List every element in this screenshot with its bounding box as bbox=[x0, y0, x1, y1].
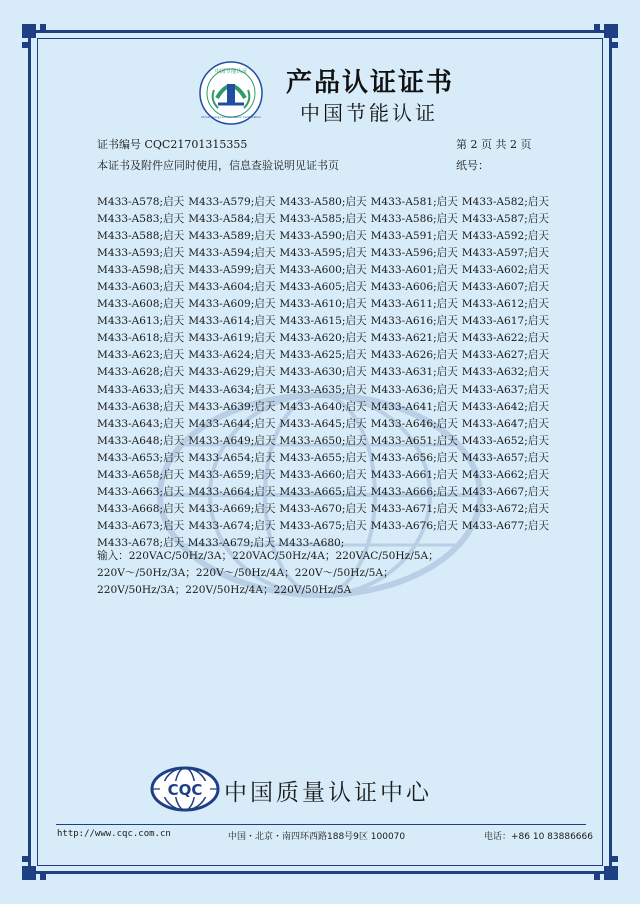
model-entry: M433-A658;启天 bbox=[97, 468, 185, 481]
cqc-logo-text: CQC bbox=[167, 781, 203, 799]
model-entry: M433-A624;启天 bbox=[188, 349, 276, 362]
model-entry: M433-A607;启天 bbox=[461, 281, 550, 294]
model-entry: M433-A647;启天 bbox=[461, 417, 550, 430]
model-entry: M433-A634;启天 bbox=[188, 383, 276, 396]
model-entry: M433-A654;启天 bbox=[188, 451, 276, 464]
model-entry: M433-A596;启天 bbox=[370, 247, 458, 260]
model-entry: M433-A656;启天 bbox=[370, 451, 458, 464]
model-entry: M433-A652;启天 bbox=[461, 434, 550, 447]
model-entry: M433-A611;启天 bbox=[370, 298, 458, 311]
model-entry: M433-A592;启天 bbox=[461, 230, 550, 243]
model-list-row bbox=[97, 433, 557, 450]
model-entry: M433-A657;启天 bbox=[461, 451, 550, 464]
model-list-row bbox=[97, 484, 557, 501]
model-list-row bbox=[97, 330, 557, 347]
footer-url: http://www.cqc.com.cn bbox=[57, 829, 171, 839]
model-entry: M433-A655;启天 bbox=[279, 451, 367, 464]
model-entry: M433-A633;启天 bbox=[97, 383, 185, 396]
model-entry: M433-A650;启天 bbox=[279, 434, 367, 447]
model-entry: M433-A660;启天 bbox=[279, 468, 367, 481]
model-list-row bbox=[97, 347, 557, 364]
model-entry: M433-A616;启天 bbox=[370, 315, 458, 328]
model-entry: M433-A628;启天 bbox=[97, 366, 185, 379]
model-entry: M433-A644;启天 bbox=[188, 417, 276, 430]
model-list-row bbox=[97, 501, 557, 518]
model-entry: M433-A649;启天 bbox=[188, 434, 276, 447]
sheet-number-label: 纸号： bbox=[456, 159, 489, 172]
logo-text: 中国节能认证 bbox=[214, 69, 248, 75]
model-entry: M433-A609;启天 bbox=[188, 298, 276, 311]
model-entry: M433-A603;启天 bbox=[97, 281, 185, 294]
model-entry: M433-A586;启天 bbox=[370, 213, 458, 226]
model-entry: M433-A668;启天 bbox=[97, 502, 185, 515]
model-entry: M433-A615;启天 bbox=[279, 315, 367, 328]
model-entry: M433-A664;启天 bbox=[188, 485, 276, 498]
model-entry: M433-A594;启天 bbox=[188, 247, 276, 260]
model-entry: M433-A608;启天 bbox=[97, 298, 185, 311]
model-entry: M433-A581;启天 bbox=[370, 196, 458, 208]
model-list-row bbox=[97, 279, 557, 296]
model-entry: M433-A675;启天 bbox=[279, 519, 367, 532]
model-entry: M433-A595;启天 bbox=[279, 247, 367, 260]
model-list-row bbox=[97, 296, 557, 313]
model-entry: M433-A583;启天 bbox=[97, 213, 185, 226]
model-list-row bbox=[97, 450, 557, 467]
model-entry: M433-A659;启天 bbox=[188, 468, 276, 481]
model-entry: M433-A645;启天 bbox=[279, 417, 367, 430]
page-indicator: 第 2 页 共 2 页 bbox=[456, 138, 532, 151]
model-entry: M433-A601;启天 bbox=[370, 264, 458, 277]
model-entry: M433-A587;启天 bbox=[461, 213, 550, 226]
model-entry: M433-A589;启天 bbox=[188, 230, 276, 243]
model-entry: M433-A635;启天 bbox=[279, 383, 367, 396]
model-entry: M433-A613;启天 bbox=[97, 315, 185, 328]
model-entry: M433-A593;启天 bbox=[97, 247, 185, 260]
model-entry: M433-A617;启天 bbox=[461, 315, 550, 328]
model-entry: M433-A629;启天 bbox=[188, 366, 276, 379]
model-entry: M433-A599;启天 bbox=[188, 264, 276, 277]
organization-name: 中国质量认证中心 bbox=[224, 780, 432, 806]
model-entry: M433-A638;启天 bbox=[97, 400, 185, 413]
model-entry: M433-A662;启天 bbox=[461, 468, 550, 481]
model-list-row bbox=[97, 211, 557, 228]
model-entry: M433-A614;启天 bbox=[188, 315, 276, 328]
model-entry: M433-A612;启天 bbox=[461, 298, 550, 311]
footer-phone: 电话：+86 10 83886666 bbox=[484, 832, 593, 842]
model-entry: M433-A600;启天 bbox=[279, 264, 367, 277]
model-entry: M433-A585;启天 bbox=[279, 213, 367, 226]
model-list bbox=[97, 194, 557, 552]
model-entry: M433-A671;启天 bbox=[370, 502, 458, 515]
model-entry: M433-A606;启天 bbox=[370, 281, 458, 294]
model-entry: M433-A591;启天 bbox=[370, 230, 458, 243]
input-rating-line: 220V/50Hz/3A；220V/50Hz/4A；220V/50Hz/5A bbox=[97, 584, 352, 597]
model-entry: M433-A648;启天 bbox=[97, 434, 185, 447]
input-rating-line: 输入：220VAC/50Hz/3A；220VAC/50Hz/4A；220VAC/50Hz/5A； bbox=[97, 550, 439, 562]
model-entry: M433-A619;启天 bbox=[188, 332, 276, 345]
model-entry: M433-A622;启天 bbox=[461, 332, 550, 345]
model-entry: M433-A605;启天 bbox=[279, 281, 367, 294]
model-entry: M433-A578;启天 bbox=[97, 196, 185, 208]
model-entry: M433-A640;启天 bbox=[279, 400, 367, 413]
model-list-row bbox=[97, 416, 557, 433]
model-entry: M433-A620;启天 bbox=[279, 332, 367, 345]
model-entry: M433-A669;启天 bbox=[188, 502, 276, 515]
model-entry: M433-A666;启天 bbox=[370, 485, 458, 498]
model-list-last-line: M433-A678;启天 M433-A679;启天 M433-A680; bbox=[97, 536, 345, 549]
model-list-row bbox=[97, 262, 557, 279]
footer-address: 中国・北京・南四环西路188号9区 100070 bbox=[228, 832, 406, 842]
model-entry: M433-A582;启天 bbox=[461, 196, 550, 208]
model-entry: M433-A643;启天 bbox=[97, 417, 185, 430]
certificate-title: 产品认证证书 bbox=[286, 68, 455, 98]
model-entry: M433-A584;启天 bbox=[188, 213, 276, 226]
usage-notice: 本证书及附件应同时使用，信息查验说明见证书页 bbox=[97, 159, 339, 172]
model-entry: M433-A641;启天 bbox=[370, 400, 458, 413]
model-list-row bbox=[97, 313, 557, 330]
cqc-logo-icon bbox=[150, 766, 220, 812]
certificate-number: 证书编号 CQC21701315355 bbox=[97, 138, 248, 151]
model-entry: M433-A663;启天 bbox=[97, 485, 185, 498]
model-entry: M433-A604;启天 bbox=[188, 281, 276, 294]
model-entry: M433-A670;启天 bbox=[279, 502, 367, 515]
model-list-row bbox=[97, 382, 557, 399]
model-entry: M433-A630;启天 bbox=[279, 366, 367, 379]
model-entry: M433-A642;启天 bbox=[461, 400, 550, 413]
model-entry: M433-A579;启天 bbox=[188, 196, 276, 208]
model-list-row bbox=[97, 245, 557, 262]
model-list-row bbox=[97, 467, 557, 484]
energy-conservation-logo-icon bbox=[198, 60, 264, 126]
model-list-row bbox=[97, 518, 557, 535]
model-entry: M433-A667;启天 bbox=[461, 485, 550, 498]
model-entry: M433-A651;启天 bbox=[370, 434, 458, 447]
model-entry: M433-A673;启天 bbox=[97, 519, 185, 532]
input-rating-line: 220V～/50Hz/3A；220V～/50Hz/4A；220V～/50Hz/5A； bbox=[97, 567, 394, 580]
model-entry: M433-A672;启天 bbox=[461, 502, 550, 515]
model-entry: M433-A598;启天 bbox=[97, 264, 185, 277]
model-entry: M433-A636;启天 bbox=[370, 383, 458, 396]
model-entry: M433-A623;启天 bbox=[97, 349, 185, 362]
model-list-row bbox=[97, 364, 557, 381]
model-entry: M433-A580;启天 bbox=[279, 196, 367, 208]
model-list-row bbox=[97, 228, 557, 245]
model-entry: M433-A646;启天 bbox=[370, 417, 458, 430]
certificate-subtitle: 中国节能认证 bbox=[300, 101, 438, 125]
model-entry: M433-A588;启天 bbox=[97, 230, 185, 243]
model-list-row bbox=[97, 399, 557, 416]
model-entry: M433-A625;启天 bbox=[279, 349, 367, 362]
input-ratings bbox=[97, 548, 557, 599]
model-entry: M433-A674;启天 bbox=[188, 519, 276, 532]
model-entry: M433-A627;启天 bbox=[461, 349, 550, 362]
footer-divider bbox=[56, 824, 586, 825]
model-entry: M433-A626;启天 bbox=[370, 349, 458, 362]
model-entry: M433-A610;启天 bbox=[279, 298, 367, 311]
model-entry: M433-A676;启天 bbox=[370, 519, 458, 532]
model-entry: M433-A602;启天 bbox=[461, 264, 550, 277]
model-entry: M433-A677;启天 bbox=[461, 519, 550, 532]
model-entry: M433-A631;启天 bbox=[370, 366, 458, 379]
model-entry: M433-A653;启天 bbox=[97, 451, 185, 464]
model-entry: M433-A639;启天 bbox=[188, 400, 276, 413]
logo-sub-text: China Energy Conservation Certification bbox=[200, 115, 262, 119]
model-list-row bbox=[97, 194, 557, 211]
model-entry: M433-A618;启天 bbox=[97, 332, 185, 345]
model-entry: M433-A621;启天 bbox=[370, 332, 458, 345]
model-entry: M433-A637;启天 bbox=[461, 383, 550, 396]
model-entry: M433-A661;启天 bbox=[370, 468, 458, 481]
model-entry: M433-A597;启天 bbox=[461, 247, 550, 260]
model-entry: M433-A590;启天 bbox=[279, 230, 367, 243]
model-entry: M433-A632;启天 bbox=[461, 366, 550, 379]
model-entry: M433-A665;启天 bbox=[279, 485, 367, 498]
